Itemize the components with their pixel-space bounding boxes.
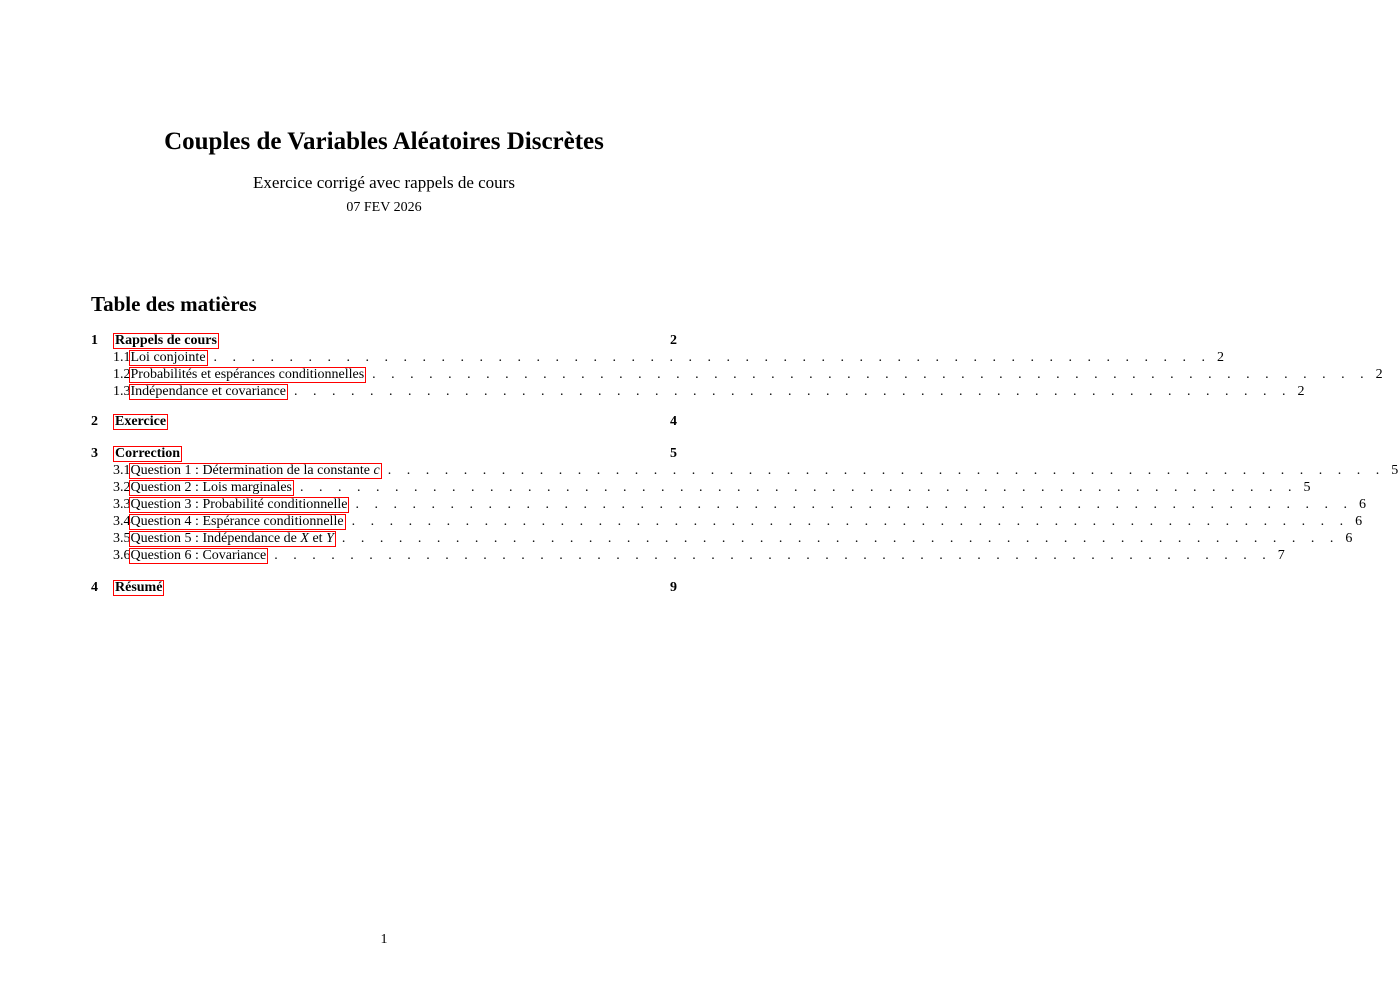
toc-link-resume[interactable]: Résumé [115,580,163,595]
toc-link-question-5[interactable] [129,531,336,547]
toc-subsection-number: 3.6 [113,548,131,563]
toc-page-number: 6 [1358,497,1366,512]
toc-dot-leaders: . . . . . . . . . . . . . . . . . . . . . . . . . . . . . . . . . . . . . . . . . . . . . . . . . . . . . [293,384,1292,399]
toc-page-number: 5 [670,446,677,461]
toc-page-number: 7 [1277,548,1285,563]
toc-dot-leaders: . . . . . . . . . . . . . . . . . . . . . . . . . . . . . . . . . . . . . . . . . . . . . . . . . . . . . [372,367,1370,382]
toc-section-number: 1 [91,333,98,348]
document-subtitle: Exercice corrigé avec rappels de cours [253,173,515,192]
toc-subsection-3-4 [113,513,1363,530]
toc-page-number: 6 [1345,531,1353,546]
toc-subsection-3-5 [113,530,1353,547]
toc-dot-leaders: . . . . . . . . . . . . . . . . . . . . . . . . . . . . . . . . . . . . . . . . . . . . . . . . . . . . . [274,548,1272,563]
toc-subsection-number: 1.1 [113,350,131,365]
toc-dot-leaders: . . . . . . . . . . . . . . . . . . . . . . . . . . . . . . . . . . . . . . . . . . . . . . . . . . . . . [387,463,1386,478]
toc-subsection-number: 1.2 [113,367,131,382]
toc-heading: Table des matières [91,292,257,316]
toc-page-number: 2 [1297,384,1305,399]
toc-subsection-1-2 [113,366,1383,383]
toc-link-rappels-de-cours[interactable]: Rappels de cours [115,333,217,348]
toc-dot-leaders: . . . . . . . . . . . . . . . . . . . . . . . . . . . . . . . . . . . . . . . . . . . . . . . . . . . . . [355,497,1353,512]
toc-page-number: 5 [1303,480,1311,495]
toc-page-number: 5 [1391,463,1398,478]
toc-link-text-mid: et [308,531,327,546]
toc-subsection-number: 3.3 [113,497,131,512]
toc-subsection-3-1 [113,462,1398,479]
toc-section-2 [91,413,677,430]
toc-dot-leaders: . . . . . . . . . . . . . . . . . . . . . . . . . . . . . . . . . . . . . . . . . . . . . . . . . . . . . [351,514,1350,529]
toc-subsection-number: 1.3 [113,384,131,399]
toc-subsection-3-3 [113,496,1366,513]
document-date: 07 FEV 2026 [346,200,422,215]
toc-page-number: 2 [1217,350,1225,365]
toc-subsection-3-2 [113,479,1311,496]
toc-section-1 [91,332,677,349]
toc-dot-leaders: . . . . . . . . . . . . . . . . . . . . . . . . . . . . . . . . . . . . . . . . . . . . . . . . . . . . . [341,531,1340,546]
document-title: Couples de Variables Aléatoires Discrètes [164,128,604,155]
toc-page-number: 2 [670,333,677,348]
toc-subsection-number: 3.1 [113,463,131,478]
toc-link-question-1[interactable] [129,463,382,479]
toc-link-loi-conjointe[interactable]: Loi conjointe [130,350,206,365]
toc-page-number: 9 [670,580,677,595]
toc-link-text: Question 5 : Indépendance de [130,531,301,546]
toc-link-text: Question 1 : Détermination de la constante [130,463,374,478]
toc-section-number: 3 [91,446,98,461]
toc-section-4 [91,579,677,596]
toc-link-question-6[interactable]: Question 6 : Covariance [130,548,267,563]
math-variable-y: Y [326,531,334,546]
toc-link-independance-covariance[interactable]: Indépendance et covariance [130,384,286,399]
toc-subsection-1-3 [113,383,1305,400]
toc-subsection-number: 3.2 [113,480,131,495]
toc-page-number: 4 [670,414,677,429]
math-variable-x: X [300,531,309,546]
toc-page-number: 6 [1355,514,1363,529]
toc-link-probabilites-esperances[interactable]: Probabilités et espérances conditionnelles [130,367,365,382]
toc-section-3 [91,445,677,462]
toc-link-correction[interactable]: Correction [115,446,181,461]
toc-link-exercice[interactable]: Exercice [115,414,167,429]
math-variable-c: c [373,463,380,478]
toc-dot-leaders: . . . . . . . . . . . . . . . . . . . . . . . . . . . . . . . . . . . . . . . . . . . . . . . . . . . . . [300,480,1298,495]
toc-dot-leaders: . . . . . . . . . . . . . . . . . . . . . . . . . . . . . . . . . . . . . . . . . . . . . . . . . . . . . [213,350,1212,365]
toc-section-number: 2 [91,414,98,429]
toc-link-question-3[interactable]: Question 3 : Probabilité conditionnelle [130,497,348,512]
toc-subsection-number: 3.4 [113,514,131,529]
toc-section-number: 4 [91,580,98,595]
toc-page-number: 2 [1375,367,1383,382]
page-number-footer: 1 [380,932,388,947]
toc-subsection-1-1 [113,349,1225,366]
toc-subsection-number: 3.5 [113,531,131,546]
toc-subsection-3-6 [113,547,1285,564]
toc-link-question-4[interactable]: Question 4 : Espérance conditionnelle [130,514,344,529]
toc-link-question-2[interactable]: Question 2 : Lois marginales [130,480,292,495]
